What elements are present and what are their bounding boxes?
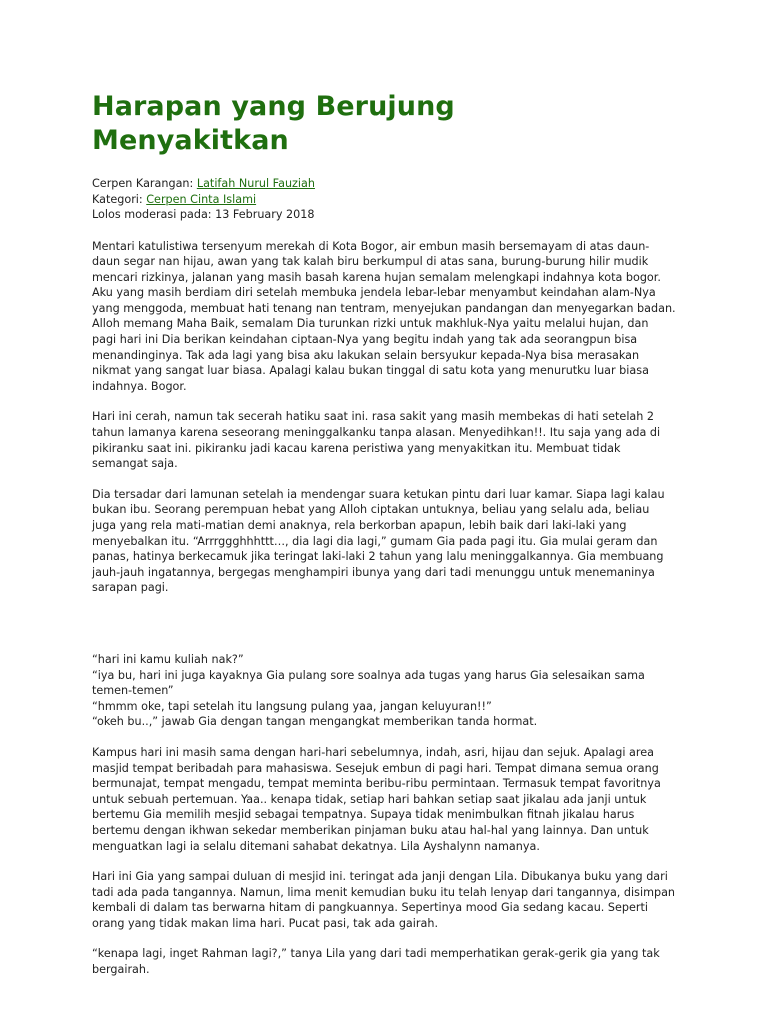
moderation-label: Lolos moderasi pada: bbox=[92, 208, 216, 221]
moderation-date: 13 February 2018 bbox=[215, 208, 315, 221]
page-title bbox=[92, 90, 676, 158]
paragraph-1: Mentari katulistiwa tersenyum merekah di Kota Bogor, air embun masih bersemayam di atas daun-daun segar nan hijau, awan yang tak kalah biru berkumpul di atas sana, burung-burung hilir mudik mencari rizkinya, jalanan yang masih basah karena hujan semalam melengkapi indahnya kota bogor. Aku yang masih berdiam diri setelah membuka jendela lebar-lebar menyambut keindahan alam-Nya yang menggoda, membuat hati tenang nan tentram, menyejukan pandangan dan menyegarkan badan. Alloh memang Maha Baik, semalam Dia turunkan rizki untuk makhluk-Nya yaitu melalui hujan, dan pagi hari ini Dia berikan keindahan ciptaan-Nya yang begitu indah yang tak ada seorangpun bisa menandinginya. Tak ada lagi yang bisa aku lakukan selain bersyukur kepada-Nya bisa merasakan nikmat yang sangat luar biasa. Apalagi kalau bukan tinggal di satu kota yang menurutku luar biasa indahnya. Bogor. bbox=[92, 239, 676, 393]
author-label: Cerpen Karangan: bbox=[92, 177, 197, 190]
dialog-line-2: “iya bu, hari ini juga kayaknya Gia pulang sore soalnya ada tugas yang harus Gia selesaikan sama temen-temen” bbox=[92, 668, 645, 698]
paragraph-4: Kampus hari ini masih sama dengan hari-hari sebelumnya, indah, asri, hijau dan sejuk. Apalagi area masjid tempat beribadah para mahasiswa. Sesejuk embun di pagi hari. Tempat dimana semua orang bermunajat, tempat mengadu, tempat meminta beribu-ribu permintaan. Termasuk tempat favoritnya untuk sebuah pertemuan. Yaa.. kenapa tidak, setiap hari bahkan setiap saat jikalau ada janji untuk bertemu Gia memilih mesjid sebagai tempatnya. Supaya tidak menimbulkan fitnah jikalau harus bertemu dengan ikhwan sekedar memberikan pinjaman buku atau hal-hal yang lainnya. Dan untuk menguatkan lagi ia selalu ditemani sahabat dekatnya. Lila Ayshalynn namanya. bbox=[92, 745, 661, 853]
title-line-1: Harapan yang Berujung bbox=[92, 91, 455, 122]
paragraph-3: Dia tersadar dari lamunan setelah ia mendengar suara ketukan pintu dari luar kamar. Siapa lagi kalau bukan ibu. Seorang perempuan hebat yang Alloh ciptakan untuknya, beliau yang selalu ada, beliau juga yang rela mati-matian demi anaknya, rela berkorban apapun, lebih baik dari laki-laki yang menyebalkan itu. “Arrrggghhhttt…, dia lagi dia lagi,” gumam Gia pada pagi itu. Gia mulai geram dan panas, hatinya berkecamuk jika teringat laki-laki 2 tahun yang lalu meninggalkannya. Gia membuang jauh-jauh ingatannya, bergegas menghampiri ibunya yang dari tadi menunggu untuk menemaninya sarapan pagi. bbox=[92, 487, 665, 595]
dialog-line-3: “hmmm oke, tapi setelah itu langsung pulang yaa, jangan keluyuran!!” bbox=[92, 699, 492, 713]
category-link[interactable]: Cerpen Cinta Islami bbox=[146, 192, 257, 206]
article bbox=[92, 90, 676, 993]
spacer bbox=[92, 611, 676, 652]
dialog-line-1: “hari ini kamu kuliah nak?” bbox=[92, 652, 244, 666]
paragraph-5: Hari ini Gia yang sampai duluan di mesjid ini. teringat ada janji dengan Lila. Dibukanya buku yang dari tadi ada pada tangannya. Namun, lima menit kemudian buku itu telah lenyap dari tangannya, disimpan kembali di dalam tas berwarna hitam di pangkuannya. Sepertinya mood Gia sedang kacau. Seperti orang yang tidak makan lima hari. Pucat pasi, tak ada gairah. bbox=[92, 870, 676, 930]
author-line bbox=[92, 176, 676, 192]
category-line bbox=[92, 192, 676, 208]
dialog-block bbox=[92, 652, 676, 730]
moderation-line bbox=[92, 207, 676, 223]
title-line-2: Menyakitkan bbox=[92, 125, 289, 156]
dialog-line-4: “okeh bu..,” jawab Gia dengan tangan mengangkat memberikan tanda hormat. bbox=[92, 715, 538, 729]
author-link[interactable]: Latifah Nurul Fauziah bbox=[196, 177, 315, 190]
paragraph-2: Hari ini cerah, namun tak secerah hatiku saat ini. rasa sakit yang masih membekas di hati setelah 2 tahun lamanya karena seseorang meninggalkanku tanpa alasan. Menyedihkan!!. Itu saja yang ada di pikiranku saat ini. pikiranku jadi kacau karena peristiwa yang menyakitkan itu. Membuat tidak semangat saja. bbox=[92, 410, 661, 471]
article-meta bbox=[92, 176, 676, 223]
paragraph-6: “kenapa lagi, inget Rahman lagi?,” tanya Lila yang dari tadi memperhatikan gerak-gerik gia yang tak bergairah. bbox=[92, 947, 660, 977]
category-label: Kategori: bbox=[92, 192, 147, 206]
